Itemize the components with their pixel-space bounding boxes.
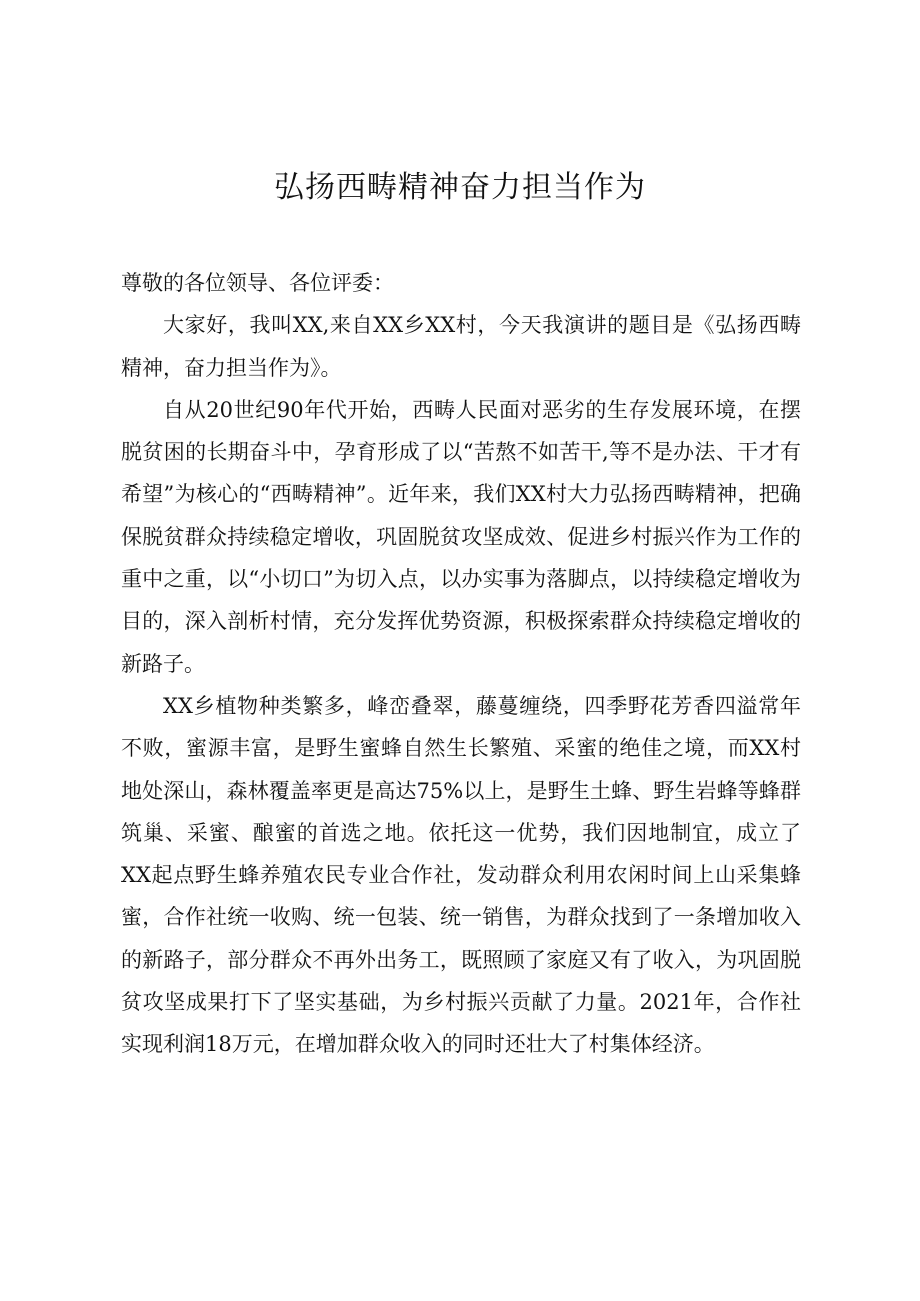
document-body: [121, 262, 801, 1066]
paragraph-spirit: 自从20世纪90年代开始，西畴人民面对恶劣的生存发展环境，在摆脱贫困的长期奋斗中，孕育形成了以“苦熬不如苦干,等不是办法、干才有希望”为核心的“西畴精神”。近年来，我们XX村大力弘扬西畴精神，把确保脱贫群众持续稳定增收，巩固脱贫攻坚成效、促进乡村振兴作为工作的重中之重，以“小切口”为切入点，以办实事为落脚点，以持续稳定增收为目的，深入剖析村情，充分发挥优势资源，积极探索群众持续稳定增收的新路子。: [121, 397, 801, 676]
paragraph-cooperative: XX乡植物种类繁多，峰峦叠翠，藤蔓缠绕，四季野花芳香四溢常年不败，蜜源丰富，是野生蜜蜂自然生长繁殖、采蜜的绝佳之境，而XX村地处深山，森林覆盖率更是高达75%以上，是野生土蜂、野生岩蜂等蜂群筑巢、采蜜、酿蜜的首选之地。依托这一优势，我们因地制宜，成立了XX起点野生蜂养殖农民专业合作社，发动群众利用农闲时间上山采集蜂蜜，合作社统一收购、统一包装、统一销售，为群众找到了一条增加收入的新路子，部分群众不再外出务工，既照顾了家庭又有了收入，为巩固脱贫攻坚成果打下了坚实基础，为乡村振兴贡献了力量。2021年，合作社实现利润18万元，在增加群众收入的同时还壮大了村集体经济。: [121, 693, 801, 1057]
salutation: 尊敬的各位领导、各位评委：: [121, 271, 394, 295]
paragraph-intro: 大家好，我叫XX,来自XX乡XX村，今天我演讲的题目是《弘扬西畴精神，奋力担当作为》。: [121, 313, 801, 380]
document-title: 弘扬西畴精神奋力担当作为: [274, 170, 646, 205]
